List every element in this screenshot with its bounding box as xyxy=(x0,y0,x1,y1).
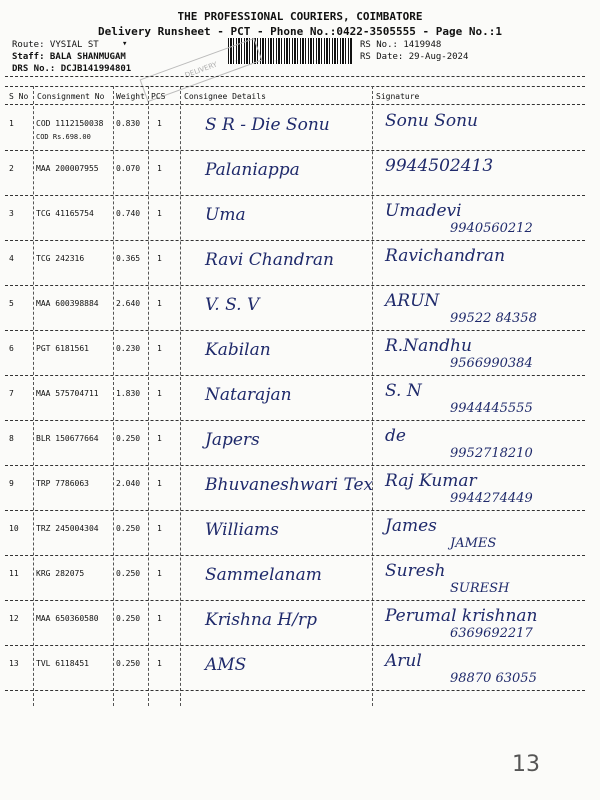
row-sno: 3 xyxy=(9,209,14,218)
header-divider xyxy=(5,76,585,77)
row-consignee: Krishna H/rp xyxy=(205,610,317,630)
row-consignee: Uma xyxy=(205,205,246,225)
row-consignee: S R - Die Sonu xyxy=(205,115,330,135)
row-sno: 10 xyxy=(9,524,19,533)
route-label: Route: VYSIAL ST xyxy=(12,40,99,50)
row-weight: 0.740 xyxy=(116,209,141,218)
row-consignee: Bhuvaneshwari Tex xyxy=(205,475,374,495)
row-signature: ARUN xyxy=(385,291,440,311)
row-consignment: TVL 6118451 xyxy=(36,659,89,668)
col-consignee: Consignee Details xyxy=(184,92,266,101)
row-sno: 2 xyxy=(9,164,14,173)
row-consignment: TRP 7786063 xyxy=(36,479,89,488)
row-pcs: 1 xyxy=(157,479,162,488)
row-signature: Arul xyxy=(385,651,422,671)
row-consignment: MAA 650360580 xyxy=(36,614,99,623)
row-weight: 0.830 xyxy=(116,119,141,128)
page-title: THE PROFESSIONAL COURIERS, COIMBATORE xyxy=(177,10,423,23)
row-consignment: TCG 41165754 xyxy=(36,209,94,218)
row-cod-amount: COD Rs.698.00 xyxy=(36,133,91,141)
row-signature: 9944502413 xyxy=(385,156,494,176)
row-consignment: MAA 600398884 xyxy=(36,299,99,308)
row-weight: 0.230 xyxy=(116,344,141,353)
row-pcs: 1 xyxy=(157,164,162,173)
row-sno: 6 xyxy=(9,344,14,353)
row-sno: 7 xyxy=(9,389,14,398)
col-divider xyxy=(148,86,149,706)
row-weight: 1.830 xyxy=(116,389,141,398)
row-divider xyxy=(5,600,585,601)
row-consignment: PGT 6181561 xyxy=(36,344,89,353)
row-divider xyxy=(5,330,585,331)
col-pcs: PCS xyxy=(151,92,166,101)
route-dropdown-icon: ▾ xyxy=(122,39,128,49)
row-weight: 2.040 xyxy=(116,479,141,488)
row-weight: 0.250 xyxy=(116,614,141,623)
row-weight: 0.250 xyxy=(116,659,141,668)
row-signature: Raj Kumar xyxy=(385,471,477,491)
row-consignment: COD 1112150038 xyxy=(36,119,104,128)
row-consignee: Sammelanam xyxy=(205,565,322,585)
row-consignee: Palaniappa xyxy=(205,160,300,180)
col-divider xyxy=(180,86,181,706)
row-divider xyxy=(5,465,585,466)
row-pcs: 1 xyxy=(157,614,162,623)
row-weight: 0.250 xyxy=(116,434,141,443)
row-signature-note: 6369692217 xyxy=(450,626,533,641)
col-weight: Weight xyxy=(116,92,145,101)
row-divider xyxy=(5,150,585,151)
row-divider xyxy=(5,195,585,196)
row-sno: 11 xyxy=(9,569,19,578)
col-sno: S No xyxy=(9,92,29,101)
row-consignee: Kabilan xyxy=(205,340,271,360)
row-consignee: Japers xyxy=(205,430,260,450)
row-sno: 8 xyxy=(9,434,14,443)
staff-label: Staff: BALA SHANMUGAM xyxy=(12,52,126,62)
row-signature-note: 9944274449 xyxy=(450,491,533,506)
runsheet-subtitle: Delivery Runsheet - PCT - Phone No.:0422-3505555 - Page No.:1 xyxy=(98,25,502,38)
drs-number: DRS No.: DCJB141994801 xyxy=(12,64,132,74)
row-divider xyxy=(5,285,585,286)
row-pcs: 1 xyxy=(157,569,162,578)
row-signature-note: 98870 63055 xyxy=(450,671,537,686)
row-pcs: 1 xyxy=(157,434,162,443)
row-divider xyxy=(5,510,585,511)
col-signature: Signature xyxy=(376,92,420,101)
row-signature: Umadevi xyxy=(385,201,462,221)
row-sno: 9 xyxy=(9,479,14,488)
row-consignee: Ravi Chandran xyxy=(205,250,334,270)
row-consignee: V. S. V xyxy=(205,295,260,315)
row-divider xyxy=(5,420,585,421)
row-signature: Suresh xyxy=(385,561,446,581)
row-pcs: 1 xyxy=(157,659,162,668)
row-pcs: 1 xyxy=(157,119,162,128)
row-sno: 12 xyxy=(9,614,19,623)
row-consignment: TCG 242316 xyxy=(36,254,85,263)
header-bottom-divider xyxy=(5,104,585,105)
row-sno: 1 xyxy=(9,119,14,128)
row-consignment: BLR 150677664 xyxy=(36,434,99,443)
row-signature-note: JAMES xyxy=(450,536,497,551)
row-pcs: 1 xyxy=(157,389,162,398)
row-pcs: 1 xyxy=(157,344,162,353)
row-consignee: AMS xyxy=(205,655,247,675)
row-signature: S. N xyxy=(385,381,422,401)
row-divider xyxy=(5,690,585,691)
row-signature: James xyxy=(385,516,437,536)
row-consignee: Natarajan xyxy=(205,385,292,405)
row-sno: 13 xyxy=(9,659,19,668)
row-sno: 5 xyxy=(9,299,14,308)
row-weight: 0.365 xyxy=(116,254,141,263)
row-weight: 0.250 xyxy=(116,524,141,533)
row-consignment: KRG 282075 xyxy=(36,569,85,578)
row-sno: 4 xyxy=(9,254,14,263)
row-signature-note: 9566990384 xyxy=(450,356,533,371)
row-signature-note: SURESH xyxy=(450,581,510,596)
col-consignment: Consignment No xyxy=(37,92,105,101)
row-weight: 0.250 xyxy=(116,569,141,578)
row-signature-note: 9952718210 xyxy=(450,446,533,461)
row-divider xyxy=(5,375,585,376)
row-pcs: 1 xyxy=(157,524,162,533)
row-signature: Ravichandran xyxy=(385,246,506,266)
row-divider xyxy=(5,240,585,241)
row-signature-note: 9944445555 xyxy=(450,401,533,416)
row-signature-note: 99522 84358 xyxy=(450,311,537,326)
row-consignment: TRZ 245004304 xyxy=(36,524,99,533)
row-pcs: 1 xyxy=(157,209,162,218)
row-signature: R.Nandhu xyxy=(385,336,472,356)
row-weight: 0.070 xyxy=(116,164,141,173)
table-top-divider xyxy=(5,86,585,87)
row-weight: 2.640 xyxy=(116,299,141,308)
page-mark: 13 xyxy=(512,752,540,777)
col-divider xyxy=(33,86,34,706)
col-divider xyxy=(372,86,373,706)
col-divider xyxy=(113,86,114,706)
delivery-stamp: DELIVERY xyxy=(140,38,263,102)
rs-date: RS Date: 29-Aug-2024 xyxy=(360,52,469,62)
row-divider xyxy=(5,645,585,646)
row-signature: de xyxy=(385,426,406,446)
row-pcs: 1 xyxy=(157,299,162,308)
row-consignee: Williams xyxy=(205,520,279,540)
row-signature-note: 9940560212 xyxy=(450,221,533,236)
rs-number: RS No.: 1419948 xyxy=(360,40,442,50)
row-pcs: 1 xyxy=(157,254,162,263)
row-signature: Perumal krishnan xyxy=(385,606,538,626)
row-consignment: MAA 575704711 xyxy=(36,389,99,398)
row-divider xyxy=(5,555,585,556)
row-consignment: MAA 200007955 xyxy=(36,164,99,173)
row-signature: Sonu Sonu xyxy=(385,111,478,131)
